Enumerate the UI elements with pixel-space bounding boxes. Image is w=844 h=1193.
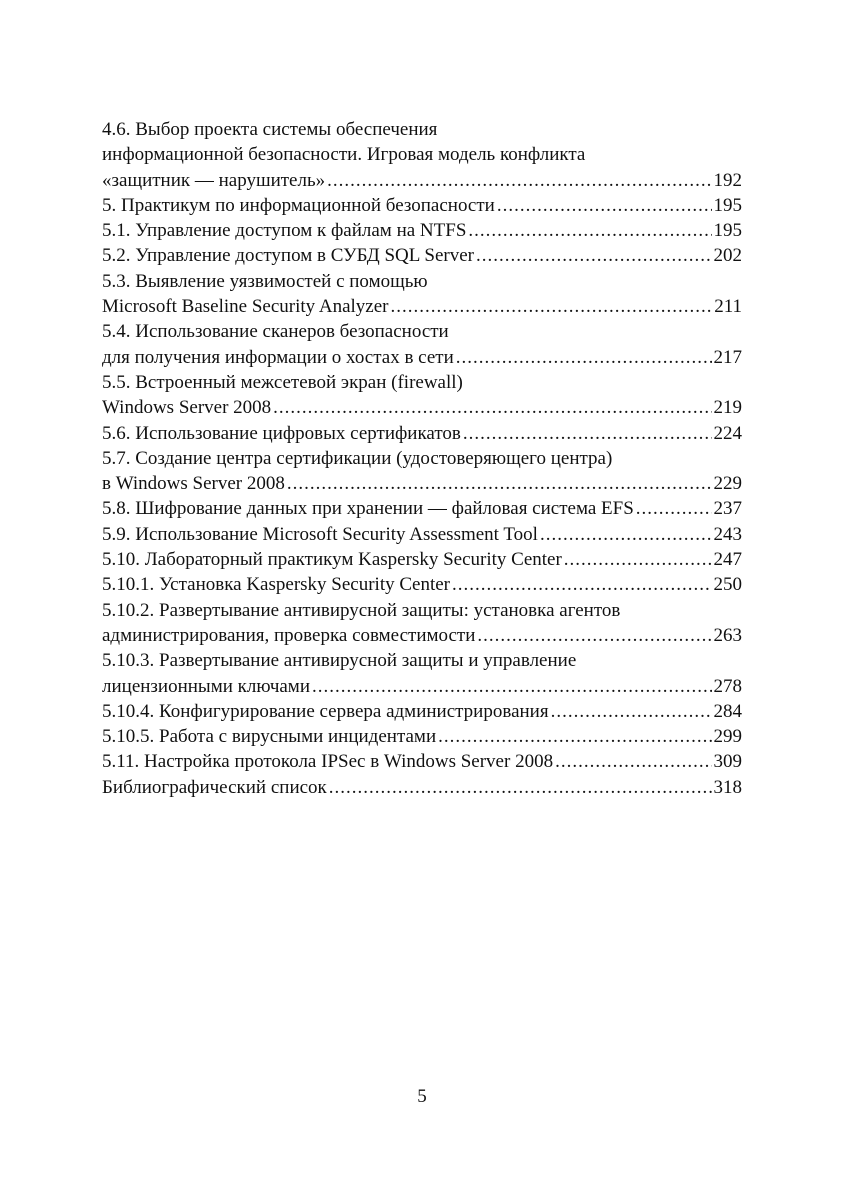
toc-entry xyxy=(102,370,742,421)
dot-leader xyxy=(391,294,713,319)
dot-leader xyxy=(551,699,712,724)
toc-entry xyxy=(102,648,742,699)
toc-entry-page: 192 xyxy=(713,169,742,191)
toc-entry-title: 5. Практикум по информационной безопасности xyxy=(102,194,495,216)
toc-entry xyxy=(102,775,742,800)
toc-entry-line xyxy=(102,572,742,597)
toc-entry-title: 5.1. Управление доступом к файлам на NTFS xyxy=(102,220,467,242)
toc-entry-title: 5.10. Лабораторный практикум Kaspersky Security Center xyxy=(102,549,562,571)
toc-entry-title-line: 5.10.2. Развертывание антивирусной защиты: установка агентов xyxy=(102,599,621,621)
toc-entry-page: 219 xyxy=(713,397,742,419)
dot-leader xyxy=(273,395,711,420)
toc-entry xyxy=(102,117,742,193)
dot-leader xyxy=(540,522,712,547)
toc-entry-line xyxy=(102,496,742,521)
dot-leader xyxy=(327,168,711,193)
dot-leader xyxy=(463,421,712,446)
toc-entry-page: 278 xyxy=(713,675,742,697)
toc-entry-page: 309 xyxy=(713,751,742,773)
toc-entry-title-line: 5.4. Использование сканеров безопасности xyxy=(102,321,449,343)
dot-leader xyxy=(555,749,711,774)
toc-entry-page: 224 xyxy=(713,422,742,444)
dot-leader xyxy=(564,547,712,572)
dot-leader xyxy=(329,775,712,800)
toc-entry xyxy=(102,522,742,547)
toc-entry-title-line: 4.6. Выбор проекта системы обеспечения xyxy=(102,119,438,140)
toc-entry xyxy=(102,193,742,218)
toc-entry-page: 211 xyxy=(714,296,742,318)
toc-entry-page: 202 xyxy=(713,245,742,267)
dot-leader xyxy=(636,496,712,521)
toc-entry xyxy=(102,243,742,268)
toc-entry-title: лицензионными ключами xyxy=(102,675,310,697)
toc-entry-page: 195 xyxy=(713,220,742,242)
dot-leader xyxy=(312,674,712,699)
toc-entry-page: 284 xyxy=(713,700,742,722)
toc-entry-page: 263 xyxy=(713,624,742,646)
toc-entry-line xyxy=(102,775,742,800)
toc-entry-title: Windows Server 2008 xyxy=(102,397,272,419)
dot-leader xyxy=(452,572,711,597)
toc-entry-title: администрирования, проверка совместимости xyxy=(102,624,476,646)
toc-entry xyxy=(102,319,742,370)
dot-leader xyxy=(468,218,711,243)
toc-entry-title: Microsoft Baseline Security Analyzer xyxy=(102,296,389,318)
toc-entry-line xyxy=(102,243,742,268)
toc-entry-page: 243 xyxy=(713,523,742,545)
toc-entry-title-line: 5.3. Выявление уязвимостей с помощью xyxy=(102,270,428,292)
toc-entry-title: 5.2. Управление доступом в СУБД SQL Server xyxy=(102,245,475,267)
toc-entry xyxy=(102,421,742,446)
toc-entry-title-line: 5.7. Создание центра сертификации (удостоверяющего центра) xyxy=(102,447,613,469)
toc-entry-title: 5.11. Настройка протокола IPSec в Windows Server 2008 xyxy=(102,751,554,773)
toc-entry-line xyxy=(102,218,742,243)
toc-entry-line xyxy=(102,421,742,446)
toc-entry-title: 5.10.4. Конфигурирование сервера администрирования xyxy=(102,700,549,722)
table-of-contents xyxy=(102,117,742,800)
toc-entry-title: 5.9. Использование Microsoft Security Assessment Tool xyxy=(102,523,538,545)
toc-entry xyxy=(102,218,742,243)
dot-leader xyxy=(497,193,712,218)
toc-entry-title: 5.8. Шифрование данных при хранении — файловая система EFS xyxy=(102,498,634,520)
toc-entry-line xyxy=(102,623,742,648)
toc-entry-title: 5.6. Использование цифровых сертификатов xyxy=(102,422,461,444)
toc-entry-page: 237 xyxy=(713,498,742,520)
toc-entry-title-line: информационной безопасности. Игровая модель конфликта xyxy=(102,144,586,166)
toc-entry-title: в Windows Server 2008 xyxy=(102,473,285,495)
toc-entry-title: для получения информации о хостах в сети xyxy=(102,346,454,368)
toc-entry xyxy=(102,446,742,497)
dot-leader xyxy=(456,345,712,370)
toc-entry-title-line: 5.10.3. Развертывание антивирусной защиты и управление xyxy=(102,650,577,672)
toc-entry-page: 229 xyxy=(713,473,742,495)
dot-leader xyxy=(477,623,711,648)
toc-entry-title: Библиографический список xyxy=(102,776,327,798)
dot-leader xyxy=(438,724,711,749)
toc-entry-page: 217 xyxy=(713,346,742,368)
toc-entry-page: 299 xyxy=(713,726,742,748)
toc-entry xyxy=(102,724,742,749)
toc-entry-title-line: 5.5. Встроенный межсетевой экран (firewall) xyxy=(102,371,463,393)
toc-entry-line xyxy=(102,547,742,572)
toc-entry-line xyxy=(102,345,742,370)
toc-entry xyxy=(102,598,742,649)
toc-entry-line xyxy=(102,522,742,547)
toc-entry xyxy=(102,699,742,724)
toc-entry-line xyxy=(102,749,742,774)
toc-entry-line xyxy=(102,674,742,699)
toc-entry xyxy=(102,269,742,320)
toc-entry-line xyxy=(102,724,742,749)
toc-entry xyxy=(102,749,742,774)
toc-entry-page: 318 xyxy=(713,776,742,798)
toc-entry-page: 250 xyxy=(713,574,742,596)
dot-leader xyxy=(287,471,712,496)
toc-entry-title: «защитник — нарушитель» xyxy=(102,169,326,191)
toc-entry-line xyxy=(102,471,742,496)
dot-leader xyxy=(476,243,711,268)
page-number: 5 xyxy=(417,1086,427,1107)
toc-entry-page: 247 xyxy=(713,549,742,571)
toc-entry-title: 5.10.5. Работа с вирусными инцидентами xyxy=(102,726,437,748)
toc-entry-title: 5.10.1. Установка Kaspersky Security Center xyxy=(102,574,451,596)
toc-entry-line xyxy=(102,395,742,420)
toc-entry xyxy=(102,547,742,572)
toc-entry-line xyxy=(102,168,742,193)
toc-entry xyxy=(102,572,742,597)
toc-entry-line xyxy=(102,294,742,319)
toc-entry-line xyxy=(102,699,742,724)
toc-entry-page: 195 xyxy=(713,194,742,216)
toc-entry xyxy=(102,496,742,521)
toc-entry-line xyxy=(102,193,742,218)
